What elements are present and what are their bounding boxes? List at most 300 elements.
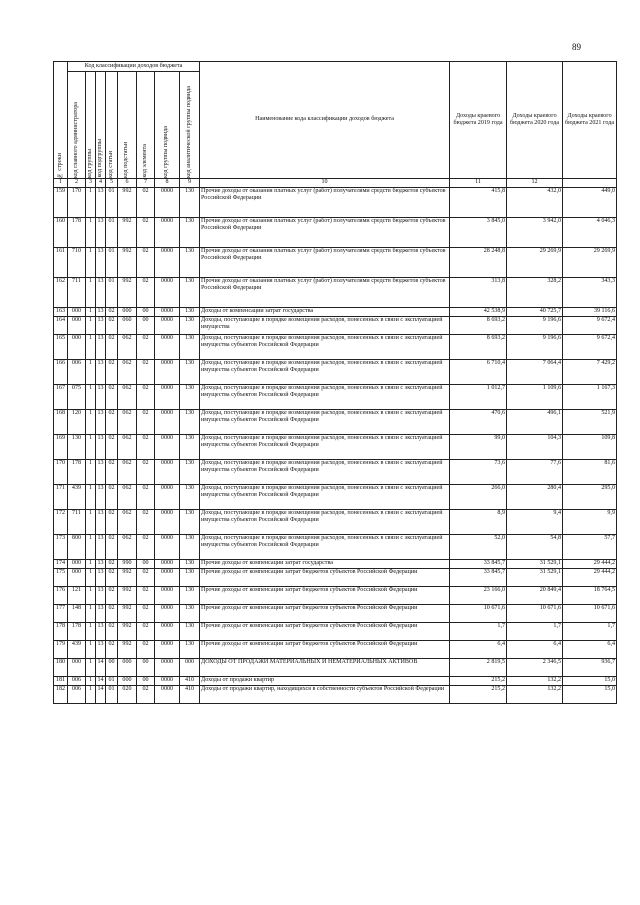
code-cell: 020: [118, 686, 137, 704]
code-cell: 130: [180, 188, 200, 218]
code-cell: 02: [106, 435, 118, 460]
amount-cell: 15,0: [563, 677, 617, 686]
code-cell: 13: [96, 385, 106, 410]
code-cell: 439: [68, 485, 86, 510]
row-number-cell: 170: [54, 460, 68, 485]
code-cell: 02: [137, 385, 155, 410]
code-cell: 130: [180, 485, 200, 510]
name-cell: Прочие доходы от компенсации затрат государства: [200, 560, 450, 569]
code-cell: 13: [96, 460, 106, 485]
name-cell: Прочие доходы от компенсации затрат бюджетов субъектов Российской Федерации: [200, 569, 450, 587]
amount-cell: 936,7: [563, 659, 617, 677]
code-cell: 000: [180, 659, 200, 677]
code-cell: 1: [86, 510, 96, 535]
code-cell: 1: [86, 485, 96, 510]
row-number-cell: 163: [54, 308, 68, 317]
code-cell: 13: [96, 605, 106, 623]
name-cell: Доходы от компенсации затрат государства: [200, 308, 450, 317]
row-number-cell: 172: [54, 510, 68, 535]
code-cell: 130: [180, 218, 200, 248]
row-number-cell: 168: [54, 410, 68, 435]
code-cell: 1: [86, 308, 96, 317]
code-cell: 992: [118, 641, 137, 659]
code-header: код подстатьи: [118, 72, 137, 179]
code-cell: 02: [106, 485, 118, 510]
table-row: [54, 360, 617, 385]
row-number-cell: 169: [54, 435, 68, 460]
amount-cell: 132,2: [507, 686, 563, 704]
code-cell: 1: [86, 659, 96, 677]
code-cell: 710: [68, 248, 86, 278]
code-cell: 1: [86, 278, 96, 308]
code-cell: 02: [137, 248, 155, 278]
code-cell: 060: [118, 317, 137, 335]
code-cell: 02: [106, 510, 118, 535]
code-cell: 170: [68, 188, 86, 218]
amount-cell: 6 710,4: [450, 360, 507, 385]
code-cell: 13: [96, 248, 106, 278]
amount-cell: 280,4: [507, 485, 563, 510]
code-cell: 1: [86, 385, 96, 410]
name-cell: Доходы, поступающие в порядке возмещения расходов, понесенных в связи с эксплуатацией имущества субъектов Российской Федерации: [200, 360, 450, 385]
code-cell: 062: [118, 485, 137, 510]
code-cell: 02: [137, 188, 155, 218]
code-cell: 130: [180, 587, 200, 605]
name-cell: Прочие доходы от оказания платных услуг (работ) получателями средств бюджетов субъектов Российской Федерации: [200, 218, 450, 248]
amount-cell: 20 849,4: [507, 587, 563, 605]
code-cell: 130: [180, 569, 200, 587]
code-cell: 02: [137, 278, 155, 308]
code-cell: 0000: [155, 686, 180, 704]
code-cell: 14: [96, 677, 106, 686]
code-cell: 00: [137, 308, 155, 317]
amount-cell: 81,6: [563, 460, 617, 485]
code-cell: 02: [137, 218, 155, 248]
amount-cell: 33 845,7: [450, 560, 507, 569]
code-cell: 02: [137, 587, 155, 605]
code-cell: 13: [96, 410, 106, 435]
code-cell: 062: [118, 385, 137, 410]
row-number-cell: 166: [54, 360, 68, 385]
code-cell: 410: [180, 677, 200, 686]
page-number: 89: [572, 42, 581, 52]
code-cell: 130: [180, 510, 200, 535]
name-cell: Доходы, поступающие в порядке возмещения расходов, понесенных в связи с эксплуатацией имущества субъектов Российской Федерации: [200, 410, 450, 435]
classification-group-header: Код классификации доходов бюджета: [68, 62, 200, 72]
table-row: [54, 623, 617, 641]
code-cell: 130: [180, 641, 200, 659]
amount-cell: 4 046,3: [563, 218, 617, 248]
amount-cell: 1,7: [563, 623, 617, 641]
amount-cell: 295,0: [563, 485, 617, 510]
code-cell: 130: [180, 460, 200, 485]
code-cell: 13: [96, 641, 106, 659]
table-row: [54, 188, 617, 218]
amount-cell: 104,3: [507, 435, 563, 460]
amount-cell: 15,0: [563, 686, 617, 704]
table-row: [54, 560, 617, 569]
code-cell: 02: [106, 569, 118, 587]
name-cell: ДОХОДЫ ОТ ПРОДАЖИ МАТЕРИАЛЬНЫХ И НЕМАТЕРИАЛЬНЫХ АКТИВОВ: [200, 659, 450, 677]
amount-cell: 7 064,4: [507, 360, 563, 385]
table-row: [54, 659, 617, 677]
code-cell: 178: [68, 218, 86, 248]
code-cell: 990: [118, 560, 137, 569]
name-cell: Прочие доходы от компенсации затрат бюджетов субъектов Российской Федерации: [200, 587, 450, 605]
code-cell: 000: [118, 677, 137, 686]
table-row: [54, 677, 617, 686]
code-cell: 062: [118, 435, 137, 460]
code-cell: 02: [106, 587, 118, 605]
amount-cell: 266,0: [450, 485, 507, 510]
code-header: код аналитической группы подвида: [180, 72, 200, 179]
code-cell: 0000: [155, 659, 180, 677]
amount-cell: 470,6: [450, 410, 507, 435]
code-cell: 02: [137, 360, 155, 385]
row-number-cell: 173: [54, 535, 68, 560]
code-cell: 062: [118, 335, 137, 360]
code-cell: 439: [68, 641, 86, 659]
amount-cell: 415,8: [450, 188, 507, 218]
code-cell: 130: [180, 560, 200, 569]
code-cell: 006: [68, 677, 86, 686]
code-header: код группы подвида: [155, 72, 180, 179]
amount-cell: 9,9: [563, 510, 617, 535]
code-cell: 13: [96, 308, 106, 317]
amount-cell: 23 166,0: [450, 587, 507, 605]
amount-cell: 6,4: [450, 641, 507, 659]
code-cell: 0000: [155, 677, 180, 686]
code-header: код статьи: [106, 72, 118, 179]
name-cell: Прочие доходы от компенсации затрат бюджетов субъектов Российской Федерации: [200, 623, 450, 641]
amount-cell: 215,2: [450, 686, 507, 704]
amount-cell: 1,7: [507, 623, 563, 641]
row-number-cell: 165: [54, 335, 68, 360]
code-cell: 13: [96, 360, 106, 385]
amount-cell: 432,0: [507, 188, 563, 218]
code-cell: 992: [118, 623, 137, 641]
amount-cell: 29 444,2: [563, 560, 617, 569]
code-cell: 075: [68, 385, 86, 410]
code-cell: 062: [118, 510, 137, 535]
code-cell: 00: [106, 659, 118, 677]
code-cell: 000: [118, 659, 137, 677]
code-cell: 0000: [155, 641, 180, 659]
code-cell: 800: [68, 535, 86, 560]
amount-cell: 31 529,1: [507, 560, 563, 569]
name-cell: Доходы, поступающие в порядке возмещения расходов, понесенных в связи с эксплуатацией имущества субъектов Российской Федерации: [200, 485, 450, 510]
amount-cell: 99,0: [450, 435, 507, 460]
code-cell: 992: [118, 587, 137, 605]
code-cell: 1: [86, 535, 96, 560]
code-cell: 992: [118, 605, 137, 623]
code-cell: 0000: [155, 218, 180, 248]
code-cell: 000: [68, 308, 86, 317]
amount-cell: 6,4: [563, 641, 617, 659]
amount-cell: 31 529,1: [507, 569, 563, 587]
column-number: 1: [54, 179, 68, 188]
table-row: [54, 485, 617, 510]
name-cell: Доходы от продажи квартир: [200, 677, 450, 686]
amount-cell: 132,2: [507, 677, 563, 686]
code-cell: 130: [180, 278, 200, 308]
code-cell: 01: [106, 677, 118, 686]
code-cell: 02: [106, 308, 118, 317]
table-row: [54, 385, 617, 410]
column-number: 11: [450, 179, 507, 188]
amount-cell: 10 671,6: [450, 605, 507, 623]
code-cell: 0000: [155, 278, 180, 308]
name-cell: Доходы, поступающие в порядке возмещения расходов, понесенных в связи с эксплуатацией имущества субъектов Российской Федерации: [200, 535, 450, 560]
code-cell: 0000: [155, 560, 180, 569]
row-number-cell: 175: [54, 569, 68, 587]
code-cell: 02: [106, 385, 118, 410]
code-cell: 130: [180, 308, 200, 317]
table-row: [54, 605, 617, 623]
amount-cell: 9 196,6: [507, 317, 563, 335]
code-cell: 130: [68, 435, 86, 460]
code-cell: 0000: [155, 308, 180, 317]
row-number-header: № строки: [54, 62, 68, 179]
table-row: [54, 317, 617, 335]
code-cell: 0000: [155, 587, 180, 605]
amount-cell: 449,0: [563, 188, 617, 218]
code-cell: 062: [118, 410, 137, 435]
code-cell: 130: [180, 435, 200, 460]
amount-cell: 9 672,4: [563, 317, 617, 335]
code-cell: 02: [106, 623, 118, 641]
code-cell: 1: [86, 317, 96, 335]
amount-cell: 3 942,0: [507, 218, 563, 248]
code-cell: 000: [68, 317, 86, 335]
column-number-row: [54, 179, 617, 188]
code-cell: 01: [106, 686, 118, 704]
code-cell: 00: [137, 317, 155, 335]
table-row: [54, 510, 617, 535]
code-cell: 410: [180, 686, 200, 704]
name-cell: Прочие доходы от компенсации затрат бюджетов субъектов Российской Федерации: [200, 605, 450, 623]
code-cell: 13: [96, 335, 106, 360]
code-cell: 0000: [155, 385, 180, 410]
code-cell: 006: [68, 686, 86, 704]
column-number: 9: [180, 179, 200, 188]
code-header: код главного администратора: [68, 72, 86, 179]
column-number: 5: [106, 179, 118, 188]
code-cell: 062: [118, 460, 137, 485]
code-cell: 13: [96, 587, 106, 605]
code-cell: 130: [180, 335, 200, 360]
table-row: [54, 686, 617, 704]
code-cell: 0000: [155, 623, 180, 641]
code-cell: 992: [118, 188, 137, 218]
code-cell: 02: [106, 460, 118, 485]
amount-cell: 40 725,7: [507, 308, 563, 317]
code-cell: 1: [86, 335, 96, 360]
code-cell: 13: [96, 485, 106, 510]
amount-cell: 313,8: [450, 278, 507, 308]
amount-cell: 1 109,6: [507, 385, 563, 410]
table-row: [54, 641, 617, 659]
amount-cell: 9,4: [507, 510, 563, 535]
name-cell: Доходы от продажи квартир, находящихся в собственности субъектов Российской Федерации: [200, 686, 450, 704]
amount-cell: 109,8: [563, 435, 617, 460]
income-classification-table: [53, 61, 617, 704]
code-header: код подгруппы: [96, 72, 106, 179]
amount-cell: 42 538,9: [450, 308, 507, 317]
code-cell: 01: [106, 188, 118, 218]
code-cell: 1: [86, 605, 96, 623]
code-cell: 1: [86, 188, 96, 218]
code-cell: 711: [68, 510, 86, 535]
code-cell: 006: [68, 360, 86, 385]
code-cell: 1: [86, 218, 96, 248]
amount-cell: 52,0: [450, 535, 507, 560]
code-cell: 02: [137, 510, 155, 535]
code-cell: 1: [86, 641, 96, 659]
amount-cell: 343,3: [563, 278, 617, 308]
amount-cell: 496,1: [507, 410, 563, 435]
code-cell: 02: [106, 535, 118, 560]
code-cell: 13: [96, 218, 106, 248]
code-header: код группы: [86, 72, 96, 179]
column-number: [563, 179, 617, 188]
code-cell: 13: [96, 569, 106, 587]
code-cell: 178: [68, 623, 86, 641]
code-cell: 711: [68, 278, 86, 308]
code-cell: 0000: [155, 248, 180, 278]
row-number-cell: 159: [54, 188, 68, 218]
amount-cell: 521,9: [563, 410, 617, 435]
amount-cell: 77,6: [507, 460, 563, 485]
table-row: [54, 460, 617, 485]
amount-cell: 33 845,7: [450, 569, 507, 587]
code-cell: 13: [96, 317, 106, 335]
row-number-cell: 162: [54, 278, 68, 308]
name-cell: Доходы, поступающие в порядке возмещения расходов, понесенных в связи с эксплуатацией имущества: [200, 317, 450, 335]
column-number: 7: [137, 179, 155, 188]
code-cell: 1: [86, 587, 96, 605]
name-cell: Доходы, поступающие в порядке возмещения расходов, понесенных в связи с эксплуатацией имущества субъектов Российской Федерации: [200, 510, 450, 535]
code-cell: 0000: [155, 485, 180, 510]
code-cell: 1: [86, 360, 96, 385]
column-number: 6: [118, 179, 137, 188]
code-cell: 13: [96, 535, 106, 560]
code-cell: 0000: [155, 410, 180, 435]
code-cell: 14: [96, 686, 106, 704]
code-cell: 02: [106, 560, 118, 569]
code-cell: 02: [137, 569, 155, 587]
name-cell: Доходы, поступающие в порядке возмещения расходов, понесенных в связи с эксплуатацией имущества субъектов Российской Федерации: [200, 460, 450, 485]
code-cell: 00: [137, 560, 155, 569]
table-row: [54, 587, 617, 605]
row-number-cell: 177: [54, 605, 68, 623]
amount-cell: 3 845,0: [450, 218, 507, 248]
name-cell: Прочие доходы от оказания платных услуг (работ) получателями средств бюджетов субъектов Российской Федерации: [200, 278, 450, 308]
year-2019-header: Доходы краевого бюджета 2019 года: [450, 62, 507, 179]
row-number-cell: 182: [54, 686, 68, 704]
amount-cell: 18 764,5: [563, 587, 617, 605]
name-cell: Прочие доходы от оказания платных услуг (работ) получателями средств бюджетов субъектов Российской Федерации: [200, 248, 450, 278]
amount-cell: 1,7: [450, 623, 507, 641]
table-row: [54, 569, 617, 587]
table-row: [54, 435, 617, 460]
amount-cell: 2 819,5: [450, 659, 507, 677]
table-row: [54, 248, 617, 278]
name-cell: Доходы, поступающие в порядке возмещения расходов, понесенных в связи с эксплуатацией имущества субъектов Российской Федерации: [200, 435, 450, 460]
code-cell: 130: [180, 360, 200, 385]
amount-cell: 6,4: [507, 641, 563, 659]
code-cell: 130: [180, 535, 200, 560]
code-cell: 1: [86, 410, 96, 435]
code-cell: 02: [137, 335, 155, 360]
column-number: 2: [68, 179, 86, 188]
code-cell: 0000: [155, 460, 180, 485]
code-cell: 01: [106, 248, 118, 278]
year-2020-header: Доходы краевого бюджета 2020 года: [507, 62, 563, 179]
row-number-cell: 180: [54, 659, 68, 677]
code-cell: 14: [96, 659, 106, 677]
code-cell: 0000: [155, 510, 180, 535]
code-cell: 130: [180, 248, 200, 278]
row-number-cell: 174: [54, 560, 68, 569]
row-number-cell: 171: [54, 485, 68, 510]
code-cell: 02: [106, 410, 118, 435]
amount-cell: 54,8: [507, 535, 563, 560]
row-number-cell: 178: [54, 623, 68, 641]
amount-cell: 29 269,9: [563, 248, 617, 278]
code-cell: 02: [106, 335, 118, 360]
code-cell: 062: [118, 535, 137, 560]
amount-cell: 2 346,5: [507, 659, 563, 677]
code-cell: 02: [106, 360, 118, 385]
code-cell: 1: [86, 569, 96, 587]
row-number-cell: 160: [54, 218, 68, 248]
amount-cell: 8 693,2: [450, 335, 507, 360]
table-row: [54, 535, 617, 560]
code-cell: 130: [180, 623, 200, 641]
code-cell: 000: [68, 335, 86, 360]
name-cell: Доходы, поступающие в порядке возмещения расходов, понесенных в связи с эксплуатацией имущества субъектов Российской Федерации: [200, 335, 450, 360]
code-cell: 1: [86, 248, 96, 278]
amount-cell: 28 248,8: [450, 248, 507, 278]
table-row: [54, 278, 617, 308]
code-cell: 02: [106, 317, 118, 335]
code-cell: 0000: [155, 535, 180, 560]
code-cell: 130: [180, 410, 200, 435]
column-number: 10: [200, 179, 450, 188]
code-cell: 130: [180, 385, 200, 410]
code-cell: 00: [137, 677, 155, 686]
amount-cell: 29 269,9: [507, 248, 563, 278]
code-cell: 13: [96, 510, 106, 535]
amount-cell: 10 671,6: [563, 605, 617, 623]
amount-cell: 328,2: [507, 278, 563, 308]
code-cell: 120: [68, 410, 86, 435]
code-cell: 0000: [155, 605, 180, 623]
code-cell: 0000: [155, 435, 180, 460]
code-cell: 0000: [155, 335, 180, 360]
code-cell: 01: [106, 278, 118, 308]
code-cell: 1: [86, 460, 96, 485]
code-cell: 13: [96, 278, 106, 308]
code-cell: 00: [137, 659, 155, 677]
code-cell: 000: [68, 560, 86, 569]
code-cell: 01: [106, 218, 118, 248]
code-cell: 130: [180, 317, 200, 335]
amount-cell: 215,2: [450, 677, 507, 686]
code-header: код элемента: [137, 72, 155, 179]
table-row: [54, 410, 617, 435]
